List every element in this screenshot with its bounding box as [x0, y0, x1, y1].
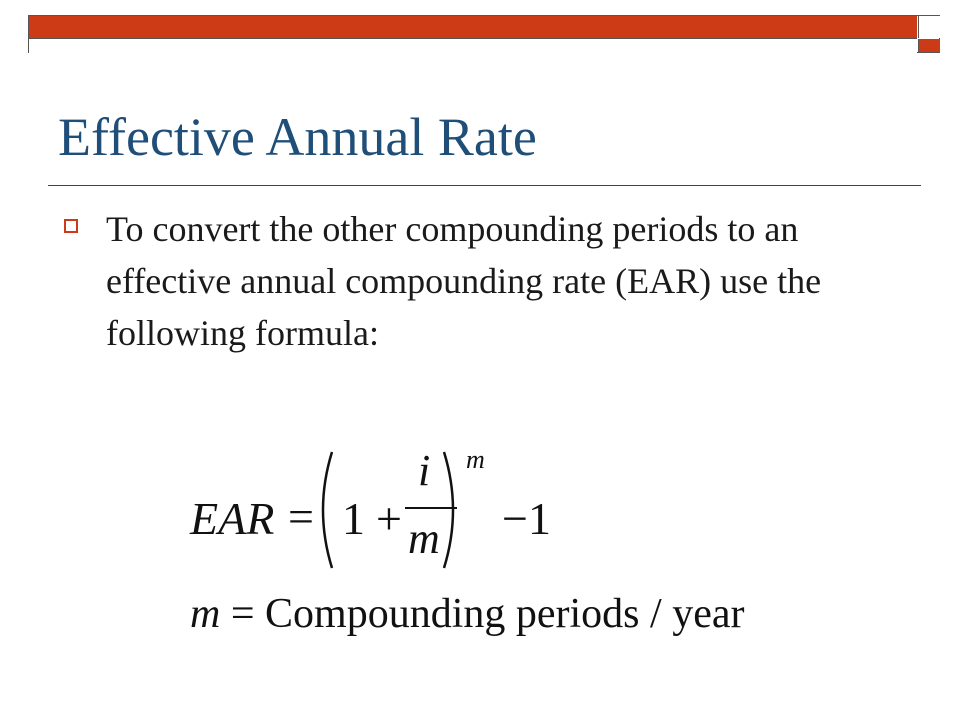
formula-one: 1 [342, 493, 365, 544]
band-corner-top [918, 16, 940, 38]
formula-lhs: EAR [190, 493, 275, 544]
band-red-stripe [29, 16, 917, 38]
right-paren-icon [440, 450, 464, 570]
formula-exponent: m [466, 445, 485, 474]
formula-numerator: i [418, 446, 431, 495]
definition-text: Compounding periods / year [265, 591, 745, 637]
m-definition [190, 590, 744, 638]
band-white-stripe [29, 38, 917, 53]
bullet-text: To convert the other compounding periods to an effective annual compounding rate (EAR) use the following formula: [106, 209, 822, 353]
formula-equals: = [288, 491, 314, 542]
ear-formula [190, 445, 790, 575]
band-corner-bottom [918, 39, 940, 52]
slide-title: Effective Annual Rate [58, 107, 537, 167]
formula-minus-one: −1 [502, 493, 551, 544]
definition-equals: = [220, 591, 266, 637]
formula-denominator: m [408, 514, 440, 563]
title-divider [48, 185, 921, 186]
formula-plus: + [376, 493, 402, 544]
left-paren-icon [312, 450, 336, 570]
square-bullet-icon [64, 219, 78, 233]
definition-symbol: m [190, 591, 221, 637]
